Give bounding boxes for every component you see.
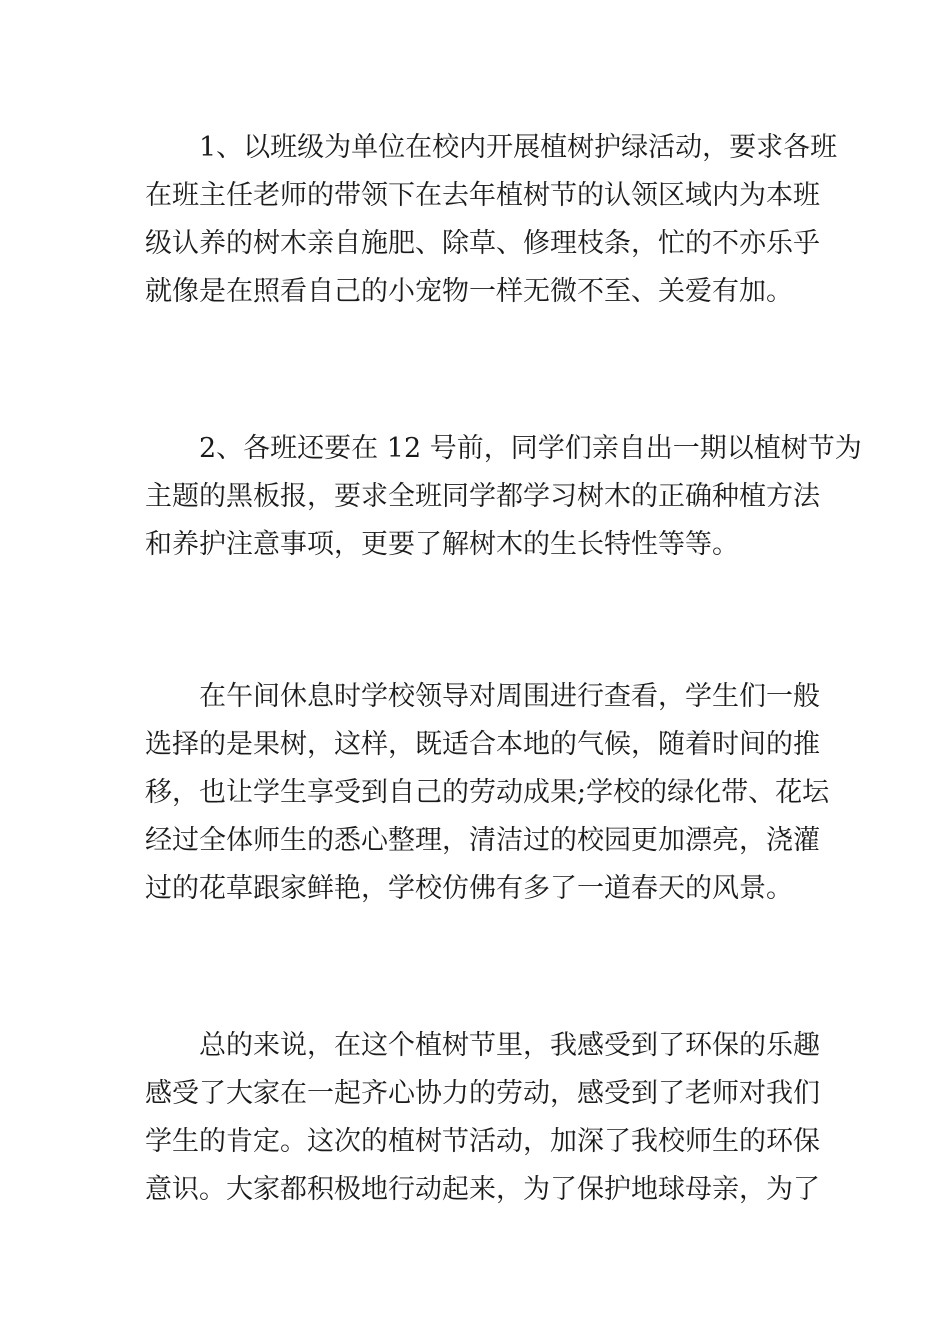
paragraph-inspection [145, 673, 830, 913]
paragraph-summary [145, 1022, 820, 1214]
paragraph-line: 1、以班级为单位在校内开展植树护绿活动，要求各班 [199, 132, 838, 163]
paragraph-line: 意识。大家都积极地行动起来，为了保护地球母亲，为了 [145, 1174, 820, 1205]
paragraph-line: 学生的肯定。这次的植树节活动，加深了我校师生的环保 [145, 1126, 820, 1157]
paragraph-line: 总的来说，在这个植树节里，我感受到了环保的乐趣 [199, 1030, 820, 1061]
paragraph-line: 在班主任老师的带领下在去年植树节的认领区域内为本班 [145, 180, 820, 211]
paragraph-line: 选择的是果树，这样，既适合本地的气候，随着时间的推 [145, 729, 820, 760]
paragraph-blackboard [145, 425, 862, 569]
paragraph-line: 移，也让学生享受到自己的劳动成果;学校的绿化带、花坛 [145, 777, 830, 808]
paragraph-line: 感受了大家在一起齐心协力的劳动，感受到了老师对我们 [145, 1078, 820, 1109]
paragraph-tree-care [145, 124, 838, 316]
paragraph-line: 2、各班还要在 12 号前，同学们亲自出一期以植树节为 [199, 433, 862, 464]
paragraph-line: 和养护注意事项，更要了解树木的生长特性等等。 [145, 529, 739, 560]
paragraph-line: 经过全体师生的悉心整理，清洁过的校园更加漂亮，浇灌 [145, 825, 820, 856]
paragraph-line: 级认养的树木亲自施肥、除草、修理枝条，忙的不亦乐乎 [145, 228, 820, 259]
paragraph-line: 在午间休息时学校领导对周围进行查看，学生们一般 [199, 681, 820, 712]
paragraph-line: 主题的黑板报，要求全班同学都学习树木的正确种植方法 [145, 481, 820, 512]
paragraph-line: 就像是在照看自己的小宠物一样无微不至、关爱有加。 [145, 276, 793, 307]
paragraph-line: 过的花草跟家鲜艳，学校仿佛有多了一道春天的风景。 [145, 873, 793, 904]
